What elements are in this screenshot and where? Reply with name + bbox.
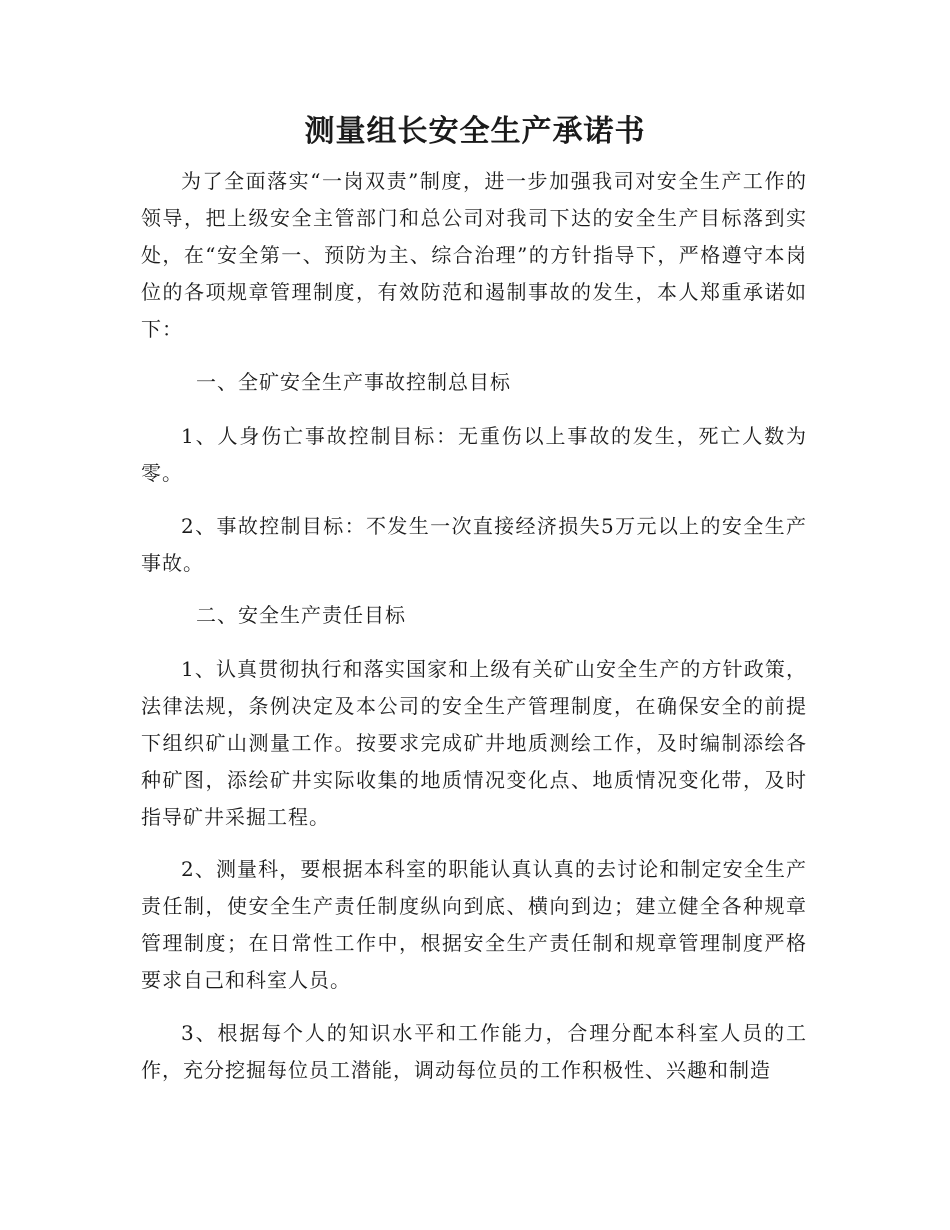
section2-item3: 3、根据每个人的知识水平和工作能力，合理分配本科室人员的工作，充分挖掘每位员工潜能，调动每位员的工作积极性、兴趣和制造 bbox=[141, 1021, 807, 1082]
document-title: 测量组长安全生产承诺书 bbox=[304, 114, 646, 149]
section2-heading: 二、安全生产责任目标 bbox=[196, 603, 406, 627]
section1-heading: 一、全矿安全生产事故控制总目标 bbox=[196, 370, 511, 394]
section1-item1: 1、人身伤亡事故控制目标：无重伤以上事故的发生，死亡人数为零。 bbox=[141, 424, 807, 485]
intro-paragraph: 为了全面落实“一岗双责”制度，进一步加强我司对安全生产工作的领导，把上级安全主管部门和总公司对我司下达的安全生产目标落到实处，在“安全第一、预防为主、综合治理”的方针指导下，严格遵守本岗位的各项规章管理制度，有效防范和遏制事故的发生，本人郑重承诺如下： bbox=[141, 169, 807, 341]
section2-item1: 1、认真贯彻执行和落实国家和上级有关矿山安全生产的方针政策，法律法规，条例决定及本公司的安全生产管理制度，在确保安全的前提下组织矿山测量工作。按要求完成矿井地质测绘工作，及时编制添绘各种矿图，添绘矿井实际收集的地质情况变化点、地质情况变化带，及时指导矿井采掘工程。 bbox=[141, 657, 807, 829]
section1-item2: 2、事故控制目标：不发生一次直接经济损失5万元以上的安全生产事故。 bbox=[141, 514, 807, 575]
section2-item2: 2、测量科，要根据本科室的职能认真认真的去讨论和制定安全生产责任制，使安全生产责任制度纵向到底、横向到边；建立健全各种规章管理制度；在日常性工作中，根据安全生产责任制和规章管理制度严格要求自己和科室人员。 bbox=[141, 857, 807, 992]
